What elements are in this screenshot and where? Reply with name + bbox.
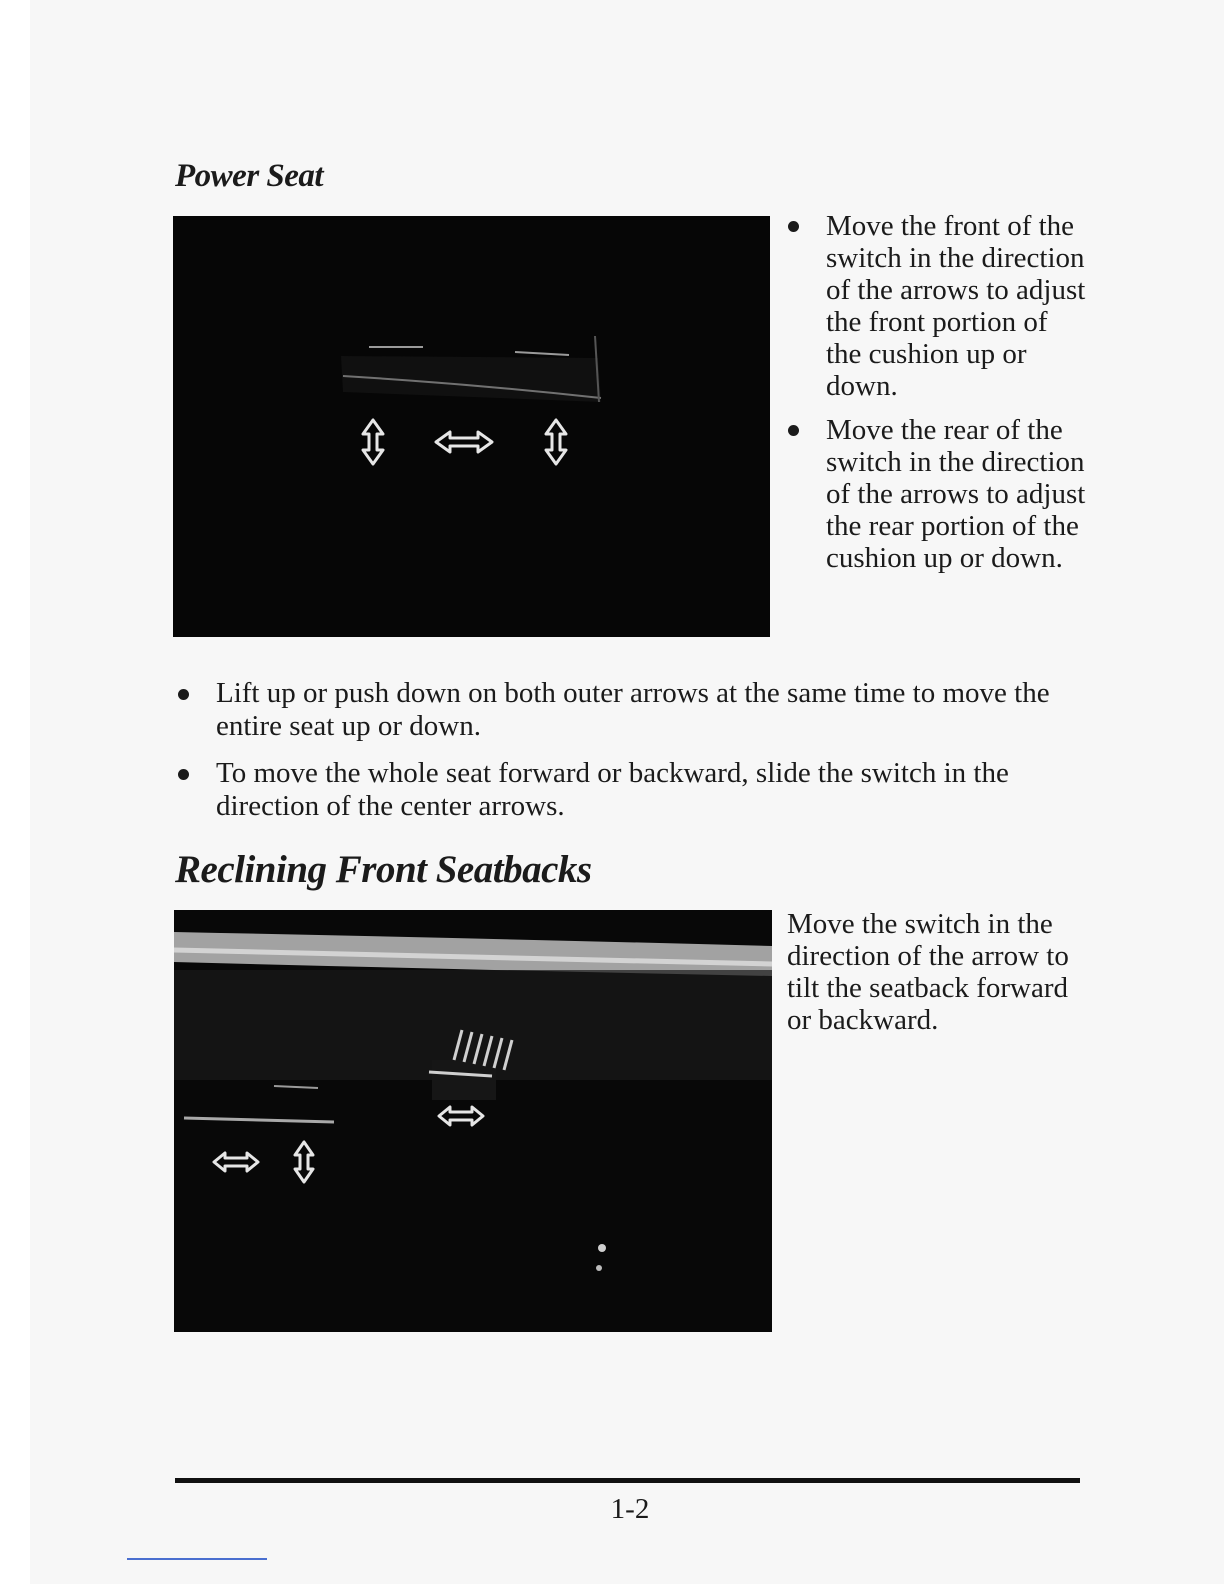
left-gutter <box>0 0 30 1584</box>
list-item <box>176 677 1076 743</box>
bullet-icon <box>788 425 799 436</box>
list-item <box>176 757 1076 823</box>
bullet-icon <box>178 769 189 780</box>
section-title-power-seat: Power Seat <box>175 158 324 194</box>
list-item <box>786 210 1086 402</box>
power-seat-full-bullets <box>176 677 1076 837</box>
footer-link-underline <box>127 1558 267 1560</box>
section-title-reclining: Reclining Front Seatbacks <box>175 848 592 891</box>
bullet-text: Lift up or push down on both outer arrows at the same time to move the entire seat up or down. <box>216 677 1050 742</box>
page-number: 1-2 <box>610 1493 650 1525</box>
reclining-instructions: Move the switch in the direction of the arrow to tilt the seatback forward or backward. <box>787 908 1069 1036</box>
power-seat-side-bullets <box>786 210 1086 586</box>
footer-rule <box>175 1478 1080 1483</box>
power-seat-switch-photo <box>173 216 770 637</box>
bullet-text: To move the whole seat forward or backward, slide the switch in the direction of the center arrows. <box>216 757 1009 822</box>
list-item <box>786 414 1086 574</box>
recline-switch-photo <box>174 910 772 1332</box>
bullet-icon <box>178 689 189 700</box>
bullet-text: Move the front of the switch in the direction of the arrows to adjust the front portion of the cushion up or down. <box>826 210 1086 402</box>
bullet-icon <box>788 221 799 232</box>
bullet-text: Move the rear of the switch in the direction of the arrows to adjust the rear portion of the cushion up or down. <box>826 414 1086 574</box>
